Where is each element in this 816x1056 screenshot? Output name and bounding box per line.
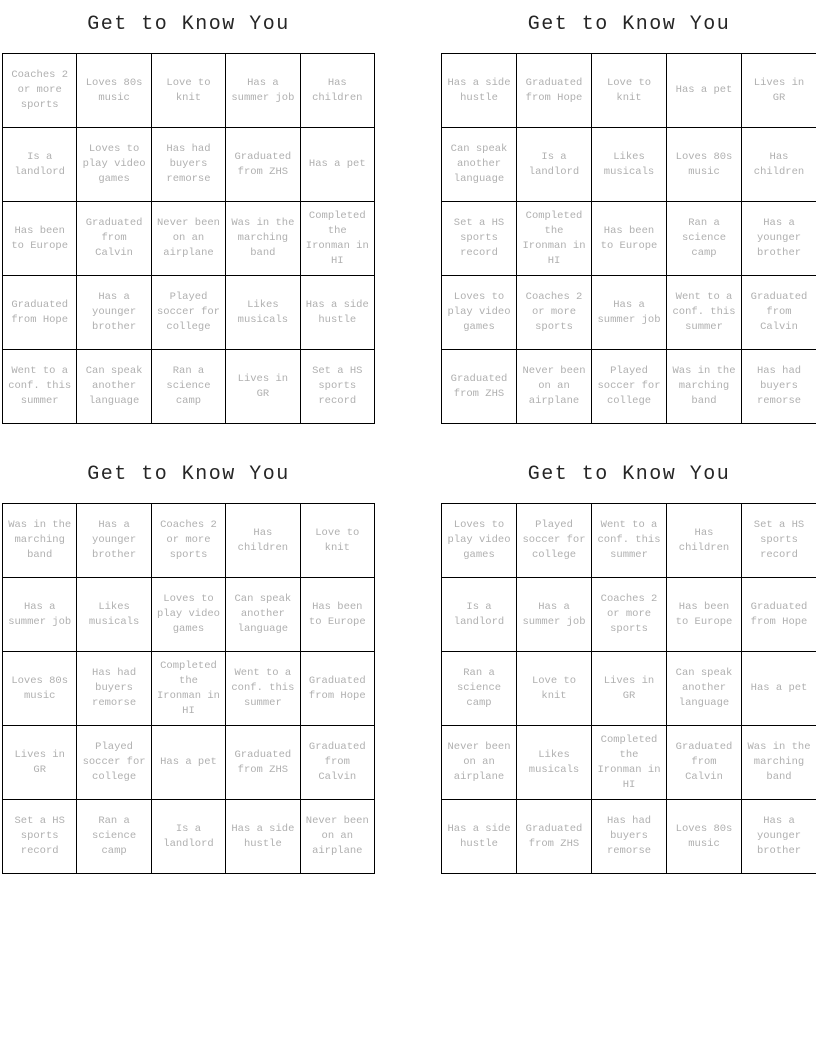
bingo-cell: Lives in GR — [742, 54, 816, 128]
bingo-cell: Loves to play video games — [442, 276, 517, 350]
bingo-cell: Has had buyers remorse — [151, 128, 225, 202]
bingo-cell: Graduated from ZHS — [226, 128, 300, 202]
bingo-cell: Has been to Europe — [592, 202, 667, 276]
bingo-cell: Was in the marching band — [226, 202, 300, 276]
bingo-cell: Can speak another language — [77, 350, 151, 424]
bingo-card — [2, 12, 375, 424]
bingo-cell: Lives in GR — [3, 726, 77, 800]
bingo-cell: Graduated from Hope — [742, 578, 816, 652]
bingo-card — [441, 12, 816, 424]
bingo-cell: Love to knit — [151, 54, 225, 128]
grid-row — [442, 800, 816, 874]
grid-row — [442, 578, 816, 652]
bingo-cell: Has a pet — [742, 652, 816, 726]
bingo-cell: Graduated from ZHS — [517, 800, 592, 874]
bingo-cell: Has children — [742, 128, 816, 202]
bingo-cell: Ran a science camp — [151, 350, 225, 424]
bingo-cell: Lives in GR — [592, 652, 667, 726]
card-title: Get to Know You — [527, 13, 731, 36]
bingo-cell: Has a pet — [151, 726, 225, 800]
bingo-cell: Has children — [300, 54, 374, 128]
grid-row — [442, 276, 816, 350]
bingo-cell: Ran a science camp — [77, 800, 151, 874]
grid-row — [3, 276, 375, 350]
card-title: Get to Know You — [87, 463, 290, 486]
bingo-cell: Graduated from Hope — [3, 276, 77, 350]
bingo-cell: Went to a conf. this summer — [667, 276, 742, 350]
grid-row — [3, 800, 375, 874]
bingo-card — [441, 462, 816, 874]
bingo-cell: Has a younger brother — [77, 276, 151, 350]
bingo-cell: Has children — [667, 504, 742, 578]
bingo-cell: Went to a conf. this summer — [3, 350, 77, 424]
bingo-cell: Coaches 2 or more sports — [3, 54, 77, 128]
bingo-cell: Has been to Europe — [667, 578, 742, 652]
bingo-cell: Never been on an airplane — [442, 726, 517, 800]
bingo-cell: Completed the Ironman in HI — [300, 202, 374, 276]
grid-row — [3, 202, 375, 276]
bingo-cell: Completed the Ironman in HI — [592, 726, 667, 800]
bingo-cell: Can speak another language — [667, 652, 742, 726]
bingo-cell: Likes musicals — [226, 276, 300, 350]
bingo-cell: Completed the Ironman in HI — [517, 202, 592, 276]
bingo-cell: Love to knit — [517, 652, 592, 726]
bingo-cell: Has a side hustle — [442, 54, 517, 128]
bingo-cell: Has had buyers remorse — [592, 800, 667, 874]
bingo-cell: Loves 80s music — [77, 54, 151, 128]
card-title: Get to Know You — [527, 463, 731, 486]
bingo-cell: Has children — [226, 504, 300, 578]
bingo-cell: Has a summer job — [226, 54, 300, 128]
grid-row — [442, 202, 816, 276]
bingo-cell: Graduated from ZHS — [226, 726, 300, 800]
card-title: Get to Know You — [87, 13, 290, 36]
bingo-card — [2, 462, 375, 874]
bingo-cell: Has a side hustle — [300, 276, 374, 350]
bingo-cell: Has a younger brother — [742, 202, 816, 276]
bingo-cell: Has a summer job — [592, 276, 667, 350]
bingo-cell: Has a summer job — [517, 578, 592, 652]
bingo-cell: Set a HS sports record — [3, 800, 77, 874]
bingo-cell: Is a landlord — [151, 800, 225, 874]
bingo-grid — [441, 503, 816, 874]
bingo-cell: Has had buyers remorse — [742, 350, 816, 424]
bingo-cell: Never been on an airplane — [517, 350, 592, 424]
bingo-cell: Has a summer job — [3, 578, 77, 652]
bingo-cell: Love to knit — [592, 54, 667, 128]
bingo-cell: Loves 80s music — [667, 800, 742, 874]
bingo-cell: Coaches 2 or more sports — [592, 578, 667, 652]
bingo-cell: Likes musicals — [77, 578, 151, 652]
grid-row — [442, 128, 816, 202]
bingo-cell: Can speak another language — [226, 578, 300, 652]
bingo-cell: Lives in GR — [226, 350, 300, 424]
grid-row — [3, 504, 375, 578]
grid-row — [3, 54, 375, 128]
grid-row — [442, 726, 816, 800]
bingo-cell: Likes musicals — [592, 128, 667, 202]
grid-row — [3, 726, 375, 800]
grid-row — [3, 128, 375, 202]
bingo-grid — [441, 53, 816, 424]
bingo-grid — [2, 503, 375, 874]
bingo-cell: Has a younger brother — [77, 504, 151, 578]
bingo-cell: Was in the marching band — [742, 726, 816, 800]
bingo-cell: Completed the Ironman in HI — [151, 652, 225, 726]
bingo-cell: Set a HS sports record — [300, 350, 374, 424]
bingo-cell: Coaches 2 or more sports — [517, 276, 592, 350]
bingo-cell: Graduated from Hope — [517, 54, 592, 128]
bingo-cell: Played soccer for college — [517, 504, 592, 578]
bingo-cell: Has had buyers remorse — [77, 652, 151, 726]
bingo-cell: Went to a conf. this summer — [226, 652, 300, 726]
bingo-cell: Ran a science camp — [667, 202, 742, 276]
bingo-cell: Never been on an airplane — [300, 800, 374, 874]
bingo-cell: Never been on an airplane — [151, 202, 225, 276]
bingo-cell: Played soccer for college — [77, 726, 151, 800]
grid-row — [3, 350, 375, 424]
grid-row — [442, 54, 816, 128]
bingo-cell: Graduated from Calvin — [742, 276, 816, 350]
bingo-cell: Is a landlord — [3, 128, 77, 202]
grid-row — [442, 504, 816, 578]
bingo-cell: Set a HS sports record — [742, 504, 816, 578]
bingo-cell: Likes musicals — [517, 726, 592, 800]
bingo-cell: Graduated from Calvin — [667, 726, 742, 800]
bingo-cell: Was in the marching band — [3, 504, 77, 578]
bingo-cell: Played soccer for college — [592, 350, 667, 424]
bingo-cell: Loves to play video games — [151, 578, 225, 652]
grid-row — [3, 652, 375, 726]
bingo-cell: Ran a science camp — [442, 652, 517, 726]
grid-row — [442, 652, 816, 726]
bingo-cell: Is a landlord — [442, 578, 517, 652]
bingo-cell: Played soccer for college — [151, 276, 225, 350]
bingo-grid — [2, 53, 375, 424]
bingo-cell: Has a side hustle — [442, 800, 517, 874]
bingo-cell: Love to knit — [300, 504, 374, 578]
bingo-cell: Was in the marching band — [667, 350, 742, 424]
bingo-cell: Has a younger brother — [742, 800, 816, 874]
grid-row — [442, 350, 816, 424]
bingo-cell: Loves 80s music — [3, 652, 77, 726]
grid-row — [3, 578, 375, 652]
bingo-cell: Loves 80s music — [667, 128, 742, 202]
bingo-cell: Has been to Europe — [300, 578, 374, 652]
bingo-cell: Graduated from Calvin — [77, 202, 151, 276]
bingo-cell: Loves to play video games — [442, 504, 517, 578]
bingo-cell: Is a landlord — [517, 128, 592, 202]
bingo-cell: Went to a conf. this summer — [592, 504, 667, 578]
bingo-cell: Has been to Europe — [3, 202, 77, 276]
bingo-cell: Graduated from Hope — [300, 652, 374, 726]
bingo-cell: Graduated from Calvin — [300, 726, 374, 800]
bingo-cell: Set a HS sports record — [442, 202, 517, 276]
bingo-cell: Loves to play video games — [77, 128, 151, 202]
bingo-cell: Coaches 2 or more sports — [151, 504, 225, 578]
bingo-cell: Has a pet — [667, 54, 742, 128]
bingo-cell: Has a side hustle — [226, 800, 300, 874]
bingo-cell: Can speak another language — [442, 128, 517, 202]
bingo-cell: Has a pet — [300, 128, 374, 202]
bingo-cell: Graduated from ZHS — [442, 350, 517, 424]
